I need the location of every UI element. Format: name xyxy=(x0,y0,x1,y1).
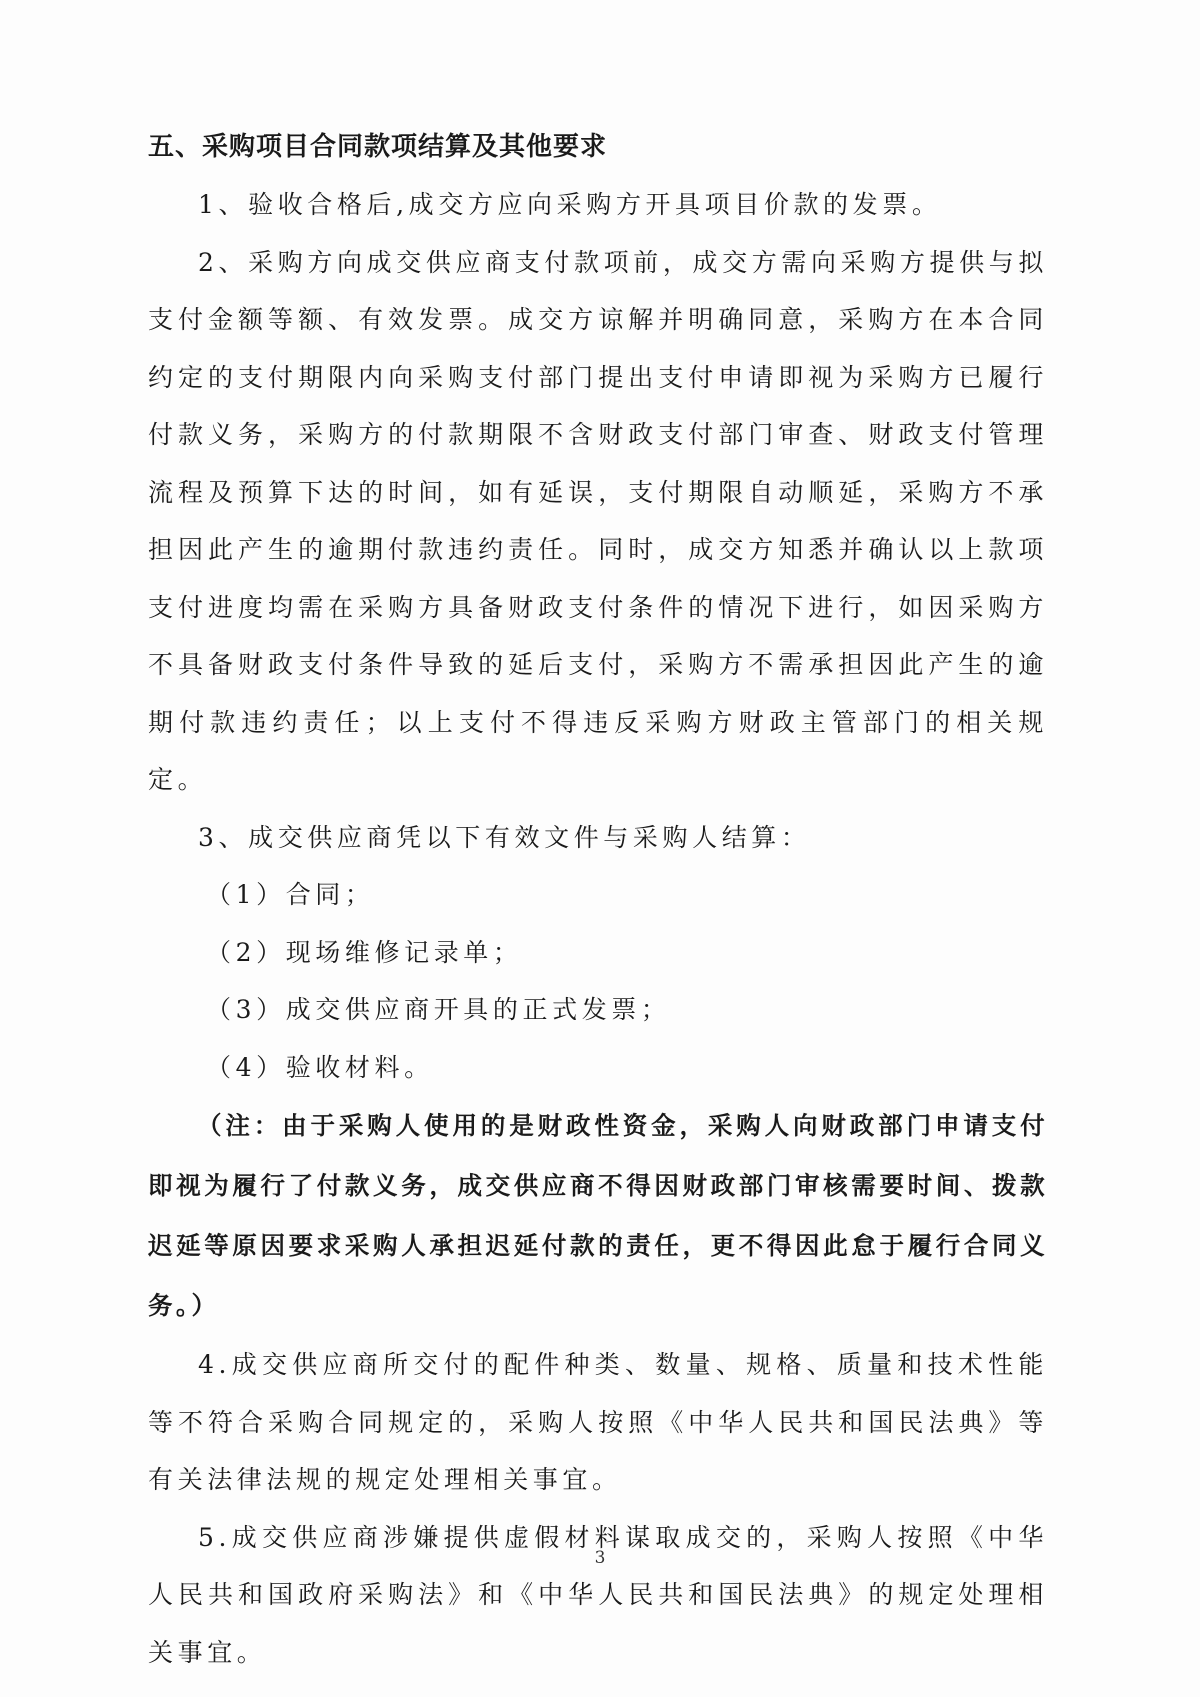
settlement-doc-contract: （1）合同； xyxy=(206,880,375,909)
paragraph-item-4: 4.成交供应商所交付的配件种类、数量、规格、质量和技术性能等不符合采购合同规定的，采购人按照《中华人民共和国民法典》等有关法律法规的规定处理相关事宜。 xyxy=(148,1350,1048,1494)
paragraph-item-5: 5.成交供应商涉嫌提供虚假材料谋取成交的，采购人按照《中华人民共和国政府采购法》和《中华人民共和国民法典》的规定处理相关事宜。 xyxy=(148,1522,1048,1667)
section-heading: 五、采购项目合同款项结算及其他要求 xyxy=(148,132,608,162)
paragraph-item-1: 1、验收合格后,成交方应向采购方开具项目价款的发票。 xyxy=(198,190,942,219)
paragraph-item-3: 3、成交供应商凭以下有效文件与采购人结算： xyxy=(198,822,811,852)
page-number: 3 xyxy=(594,1548,606,1568)
document-body xyxy=(148,118,1048,1681)
settlement-doc-acceptance: （4）验收材料。 xyxy=(206,1052,434,1082)
paragraph-item-2: 2、采购方向成交供应商支付款项前，成交方需向采购方提供与拟支付金额等额、有效发票。成交方谅解并明确同意，采购方在本合同约定的支付期限内向采购支付部门提出支付申请即视为采购方已履行付款义务，采购方的付款期限不含财政支付部门审查、财政支付管理流程及预算下达的时间，如有延误，支付期限自动顺延，采购方不承担因此产生的逾期付款违约责任。同时，成交方知悉并确认以上款项支付进度均需在采购方具备财政支付条件的情况下进行，如因采购方不具备财政支付条件导致的延后支付，采购方不需承担因此产生的逾期付款违约责任；以上支付不得违反采购方财政主管部门的相关规定。 xyxy=(148,247,1048,794)
settlement-doc-invoice: （3）成交供应商开具的正式发票； xyxy=(206,995,671,1024)
settlement-doc-repair-record: （2）现场维修记录单； xyxy=(206,937,523,967)
payment-note: （注：由于采购人使用的是财政性资金，采购人向财政部门申请支付即视为履行了付款义务，成交供应商不得因财政部门审核需要时间、拨款迟延等原因要求采购人承担迟延付款的责任，更不得因此怠于履行合同义务。） xyxy=(148,1111,1048,1320)
